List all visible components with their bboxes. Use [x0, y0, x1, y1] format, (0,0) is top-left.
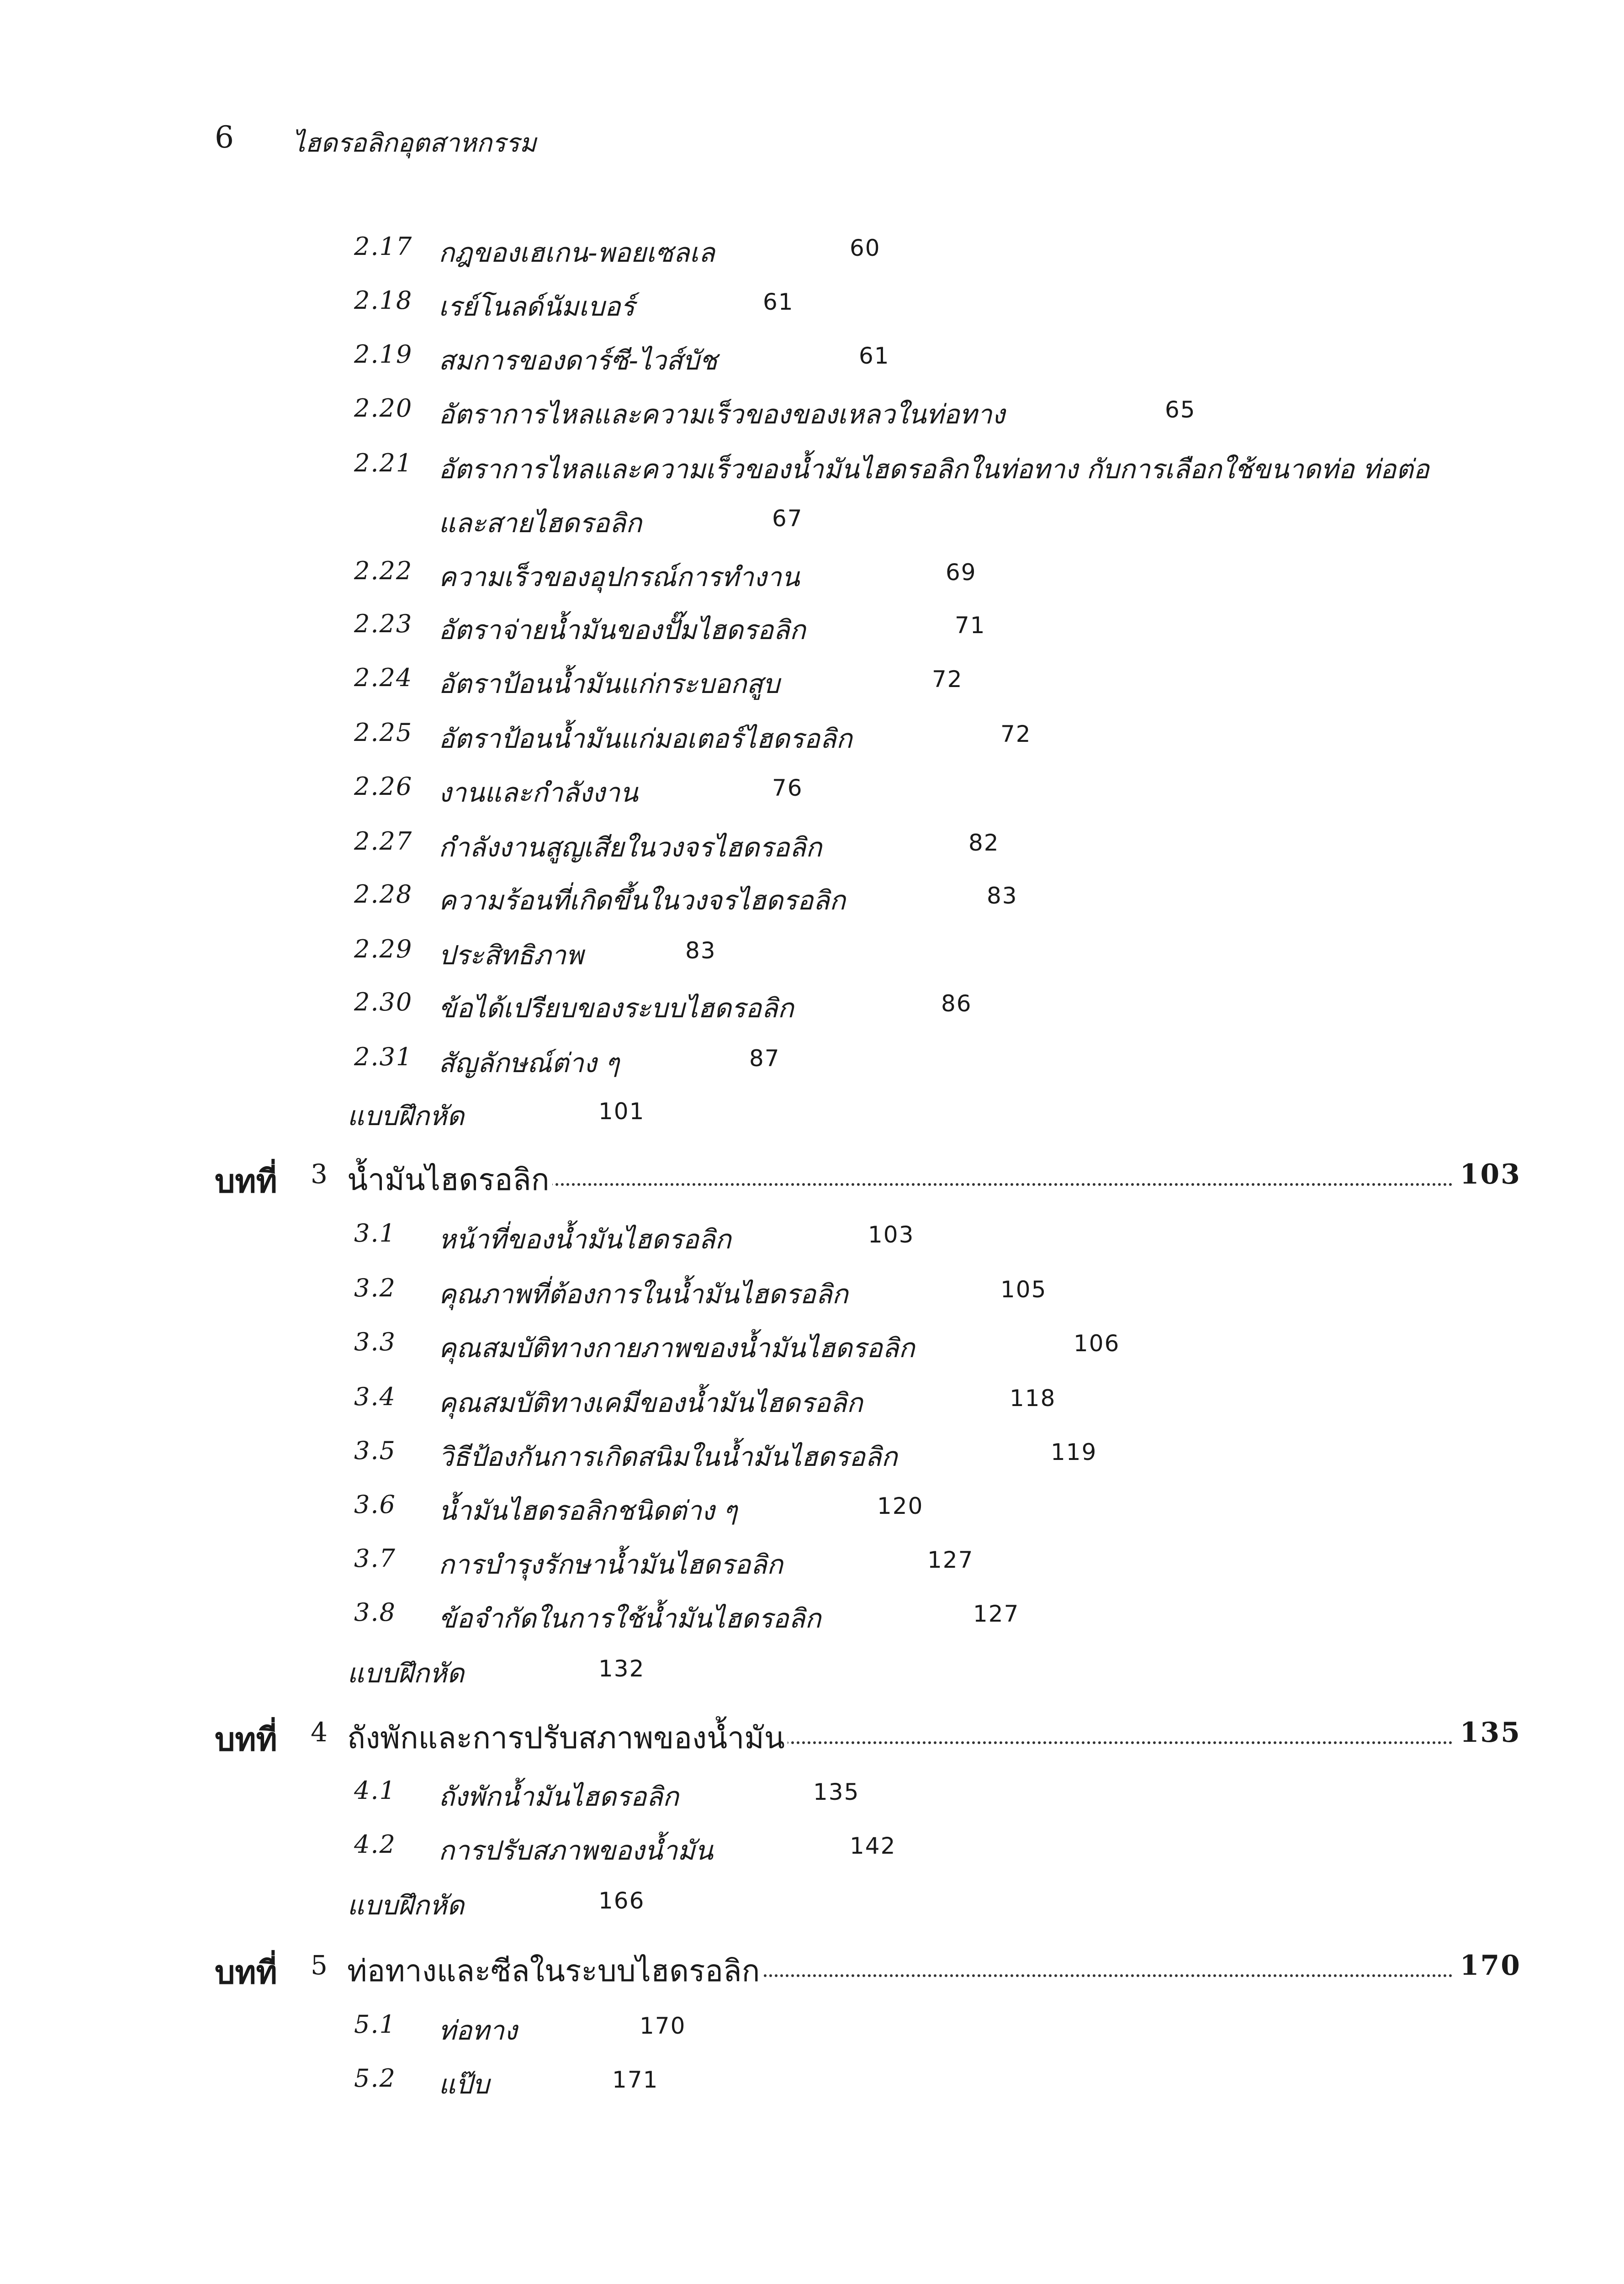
section-title: การบำรุงรักษาน้ำมันไฮดรอลิก	[439, 1549, 783, 1580]
section-page: 119	[1051, 1439, 1097, 1465]
exercise-title: แบบฝึกหัด	[347, 1658, 465, 1689]
section-number: 3.5	[354, 1436, 396, 1465]
section-number: 3.6	[354, 1490, 396, 1519]
section-number: 2.24	[354, 663, 413, 692]
chapter-number: 3	[311, 1158, 328, 1190]
section-number: 2.18	[354, 286, 413, 315]
section-title: วิธีป้องกันการเกิดสนิมในน้ำมันไฮดรอลิก	[439, 1441, 898, 1472]
chapter-label: บทที่	[215, 1953, 277, 1991]
section-number: 2.20	[354, 394, 413, 423]
section-page: 71	[955, 612, 986, 639]
section-page: 83	[685, 937, 716, 964]
section-number: 3.8	[354, 1598, 396, 1627]
section-title: อัตราจ่ายน้ำมันของปั๊มไฮดรอลิก	[439, 614, 806, 645]
section-page: 171	[612, 2067, 659, 2093]
chapter-page: 135	[1460, 1717, 1521, 1749]
section-number: 2.31	[354, 1042, 413, 1071]
section-number: 2.22	[354, 556, 413, 585]
section-page: 72	[932, 666, 963, 693]
exercise-page: 101	[598, 1098, 645, 1125]
section-title: กำลังงานสูญเสียในวงจรไฮดรอลิก	[439, 832, 822, 863]
section-title: คุณภาพที่ต้องการในน้ำมันไฮดรอลิก	[439, 1279, 848, 1310]
section-page: 120	[877, 1493, 924, 1519]
section-page: 60	[850, 235, 881, 261]
section-title: งานและกำลังงาน	[439, 777, 638, 808]
chapter-page: 103	[1460, 1158, 1521, 1190]
section-number: 3.2	[354, 1274, 396, 1302]
section-title: ประสิทธิภาพ	[439, 940, 584, 971]
section-title: สมการของดาร์ซี-ไวส์บัช	[439, 345, 718, 376]
section-title: อัตราการไหลและความเร็วของของเหลวในท่อทาง	[439, 399, 1005, 430]
section-number: 2.27	[354, 827, 413, 856]
section-page: 67	[772, 505, 803, 532]
section-page: 61	[763, 289, 794, 315]
section-title: หน้าที่ของน้ำมันไฮดรอลิก	[439, 1224, 731, 1255]
section-title: สัญลักษณ์ต่าง ๆ	[439, 1047, 619, 1079]
chapter-title: น้ำมันไฮดรอลิก	[347, 1156, 552, 1204]
section-page: 83	[987, 883, 1018, 909]
section-title: น้ำมันไฮดรอลิกชนิดต่าง ๆ	[439, 1495, 737, 1526]
section-page: 106	[1074, 1330, 1120, 1357]
section-title: การปรับสภาพของน้ำมัน	[439, 1835, 713, 1866]
chapter-number: 4	[311, 1717, 328, 1748]
section-title: ท่อทาง	[439, 2015, 518, 2046]
section-page: 118	[1010, 1385, 1056, 1412]
chapter-label: บทที่	[215, 1720, 277, 1758]
section-page: 105	[1000, 1276, 1047, 1303]
chapter-heading[interactable]	[215, 1714, 1521, 1764]
section-page: 61	[859, 343, 890, 369]
chapter-heading[interactable]	[215, 1156, 1521, 1206]
exercise-title: แบบฝึกหัด	[347, 1890, 465, 1921]
section-number: 2.25	[354, 718, 413, 747]
section-title: เรย์โนลด์นัมเบอร์	[439, 291, 635, 322]
section-page: 135	[813, 1779, 860, 1805]
chapter-label: บทที่	[215, 1162, 277, 1200]
section-number: 4.2	[354, 1830, 396, 1859]
section-title: ความเร็วของอุปกรณ์การทำงาน	[439, 561, 800, 592]
section-number: 3.3	[354, 1327, 396, 1356]
section-title: อัตราป้อนน้ำมันแก่กระบอกสูบ	[439, 668, 780, 699]
section-number: 2.30	[354, 988, 413, 1016]
section-page: 127	[973, 1601, 1020, 1627]
section-number: 3.1	[354, 1219, 396, 1248]
section-number: 2.26	[354, 772, 413, 801]
section-page: 142	[850, 1833, 896, 1859]
running-title: ไฮดรอลิกอุตสาหกรรม	[292, 128, 537, 158]
section-number: 5.1	[354, 2010, 396, 2039]
section-number: 4.1	[354, 1776, 396, 1805]
exercise-page: 166	[598, 1887, 645, 1914]
section-title: อัตราการไหลและความเร็วของน้ำมันไฮดรอลิกในท่อทาง กับการเลือกใช้ขนาดท่อ ท่อต่อ	[439, 454, 1429, 485]
section-title: คุณสมบัติทางเคมีของน้ำมันไฮดรอลิก	[439, 1387, 863, 1418]
section-page: 86	[941, 990, 972, 1017]
section-title: ข้อได้เปรียบของระบบไฮดรอลิก	[439, 993, 794, 1024]
section-number: 3.7	[354, 1544, 396, 1573]
section-title-continuation: และสายไฮดรอลิก	[439, 508, 642, 539]
chapter-title: ถังพักและการปรับสภาพของน้ำมัน	[347, 1714, 788, 1762]
exercise-title: แบบฝึกหัด	[347, 1100, 465, 1131]
section-number: 5.2	[354, 2064, 396, 2093]
chapter-title: ท่อทางและซีลในระบบไฮดรอลิก	[347, 1947, 762, 1995]
section-page: 170	[640, 2013, 686, 2039]
section-title: คุณสมบัติทางกายภาพของน้ำมันไฮดรอลิก	[439, 1332, 915, 1364]
chapter-page: 170	[1460, 1950, 1521, 1982]
section-number: 2.19	[354, 340, 413, 369]
section-number: 3.4	[354, 1382, 396, 1411]
section-title: ข้อจำกัดในการใช้น้ำมันไฮดรอลิก	[439, 1603, 821, 1634]
section-title: ถังพักน้ำมันไฮดรอลิก	[439, 1781, 679, 1812]
section-page: 103	[868, 1221, 915, 1248]
section-number: 2.28	[354, 880, 413, 909]
section-title: ความร้อนที่เกิดขึ้นในวงจรไฮดรอลิก	[439, 885, 846, 916]
exercise-page: 132	[598, 1655, 645, 1682]
section-number: 2.21	[354, 449, 413, 477]
chapter-number: 5	[311, 1950, 328, 1981]
section-number: 2.23	[354, 609, 413, 638]
section-page: 127	[927, 1547, 974, 1573]
section-title: กฎของเฮเกน-พอยเซลเล	[439, 237, 715, 268]
section-page: 65	[1165, 397, 1196, 423]
section-page: 69	[946, 559, 977, 586]
page-number: 6	[215, 120, 234, 155]
section-page: 82	[968, 830, 1000, 856]
section-page: 87	[749, 1045, 780, 1072]
section-number: 2.17	[354, 232, 413, 261]
section-number: 2.29	[354, 935, 413, 963]
section-page: 76	[772, 775, 803, 801]
chapter-heading[interactable]	[215, 1947, 1521, 1997]
section-page: 72	[1000, 721, 1032, 747]
section-title: แป๊บ	[439, 2069, 490, 2100]
section-title: อัตราป้อนน้ำมันแก่มอเตอร์ไฮดรอลิก	[439, 723, 852, 754]
